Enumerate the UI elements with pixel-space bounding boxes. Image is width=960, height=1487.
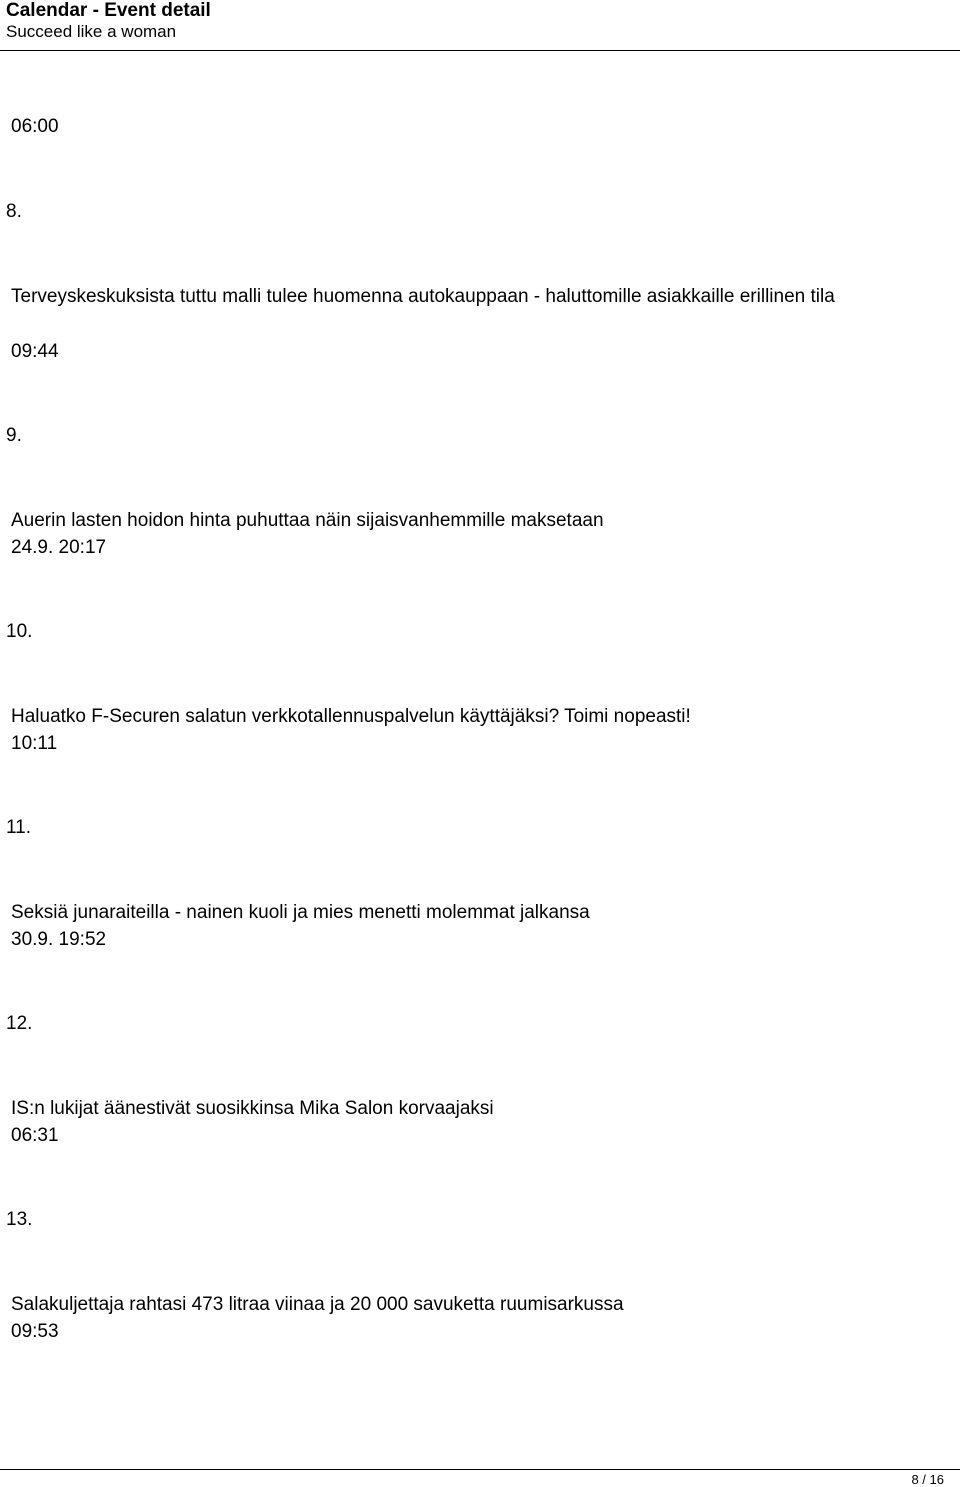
page-header — [0, 0, 960, 51]
item-number: 8. — [6, 201, 22, 222]
item-title-link[interactable]: Haluatko F-Securen salatun verkkotallennuspalvelun käyttäjäksi? Toimi nopeasti! — [11, 706, 691, 727]
item-title-link[interactable]: Salakuljettaja rahtasi 473 litraa viinaa ja 20 000 savuketta ruumisarkussa — [11, 1294, 624, 1315]
item-time: 06:31 — [11, 1125, 59, 1146]
item-number: 10. — [6, 621, 33, 642]
page-title: Calendar - Event detail — [6, 0, 211, 21]
item-time: 10:11 — [11, 733, 58, 754]
item-title-link[interactable]: Seksiä junaraiteilla - nainen kuoli ja mies menetti molemmat jalkansa — [11, 902, 590, 923]
item-title-link[interactable]: Auerin lasten hoidon hinta puhuttaa näin sijaisvanhemmille maksetaan — [11, 510, 604, 531]
item-time: 09:53 — [11, 1321, 59, 1342]
item-time: 30.9. 19:52 — [11, 929, 107, 950]
footer-divider — [0, 1469, 960, 1470]
item-title-link[interactable]: Terveyskeskuksista tuttu malli tulee huomenna autokauppaan - haluttomille asiakkaille erillinen tila — [11, 286, 835, 307]
item-number: 13. — [6, 1209, 33, 1230]
page-number: 8 / 16 — [911, 1472, 944, 1487]
event-time: 06:00 — [11, 116, 59, 137]
item-number: 12. — [6, 1013, 33, 1034]
item-time: 24.9. 20:17 — [11, 537, 107, 558]
page-subtitle: Succeed like a woman — [6, 22, 177, 41]
item-title-link[interactable]: IS:n lukijat äänestivät suosikkinsa Mika Salon korvaajaksi — [11, 1098, 494, 1119]
item-time: 09:44 — [11, 341, 59, 362]
item-number: 9. — [6, 425, 22, 446]
item-number: 11. — [6, 817, 32, 838]
